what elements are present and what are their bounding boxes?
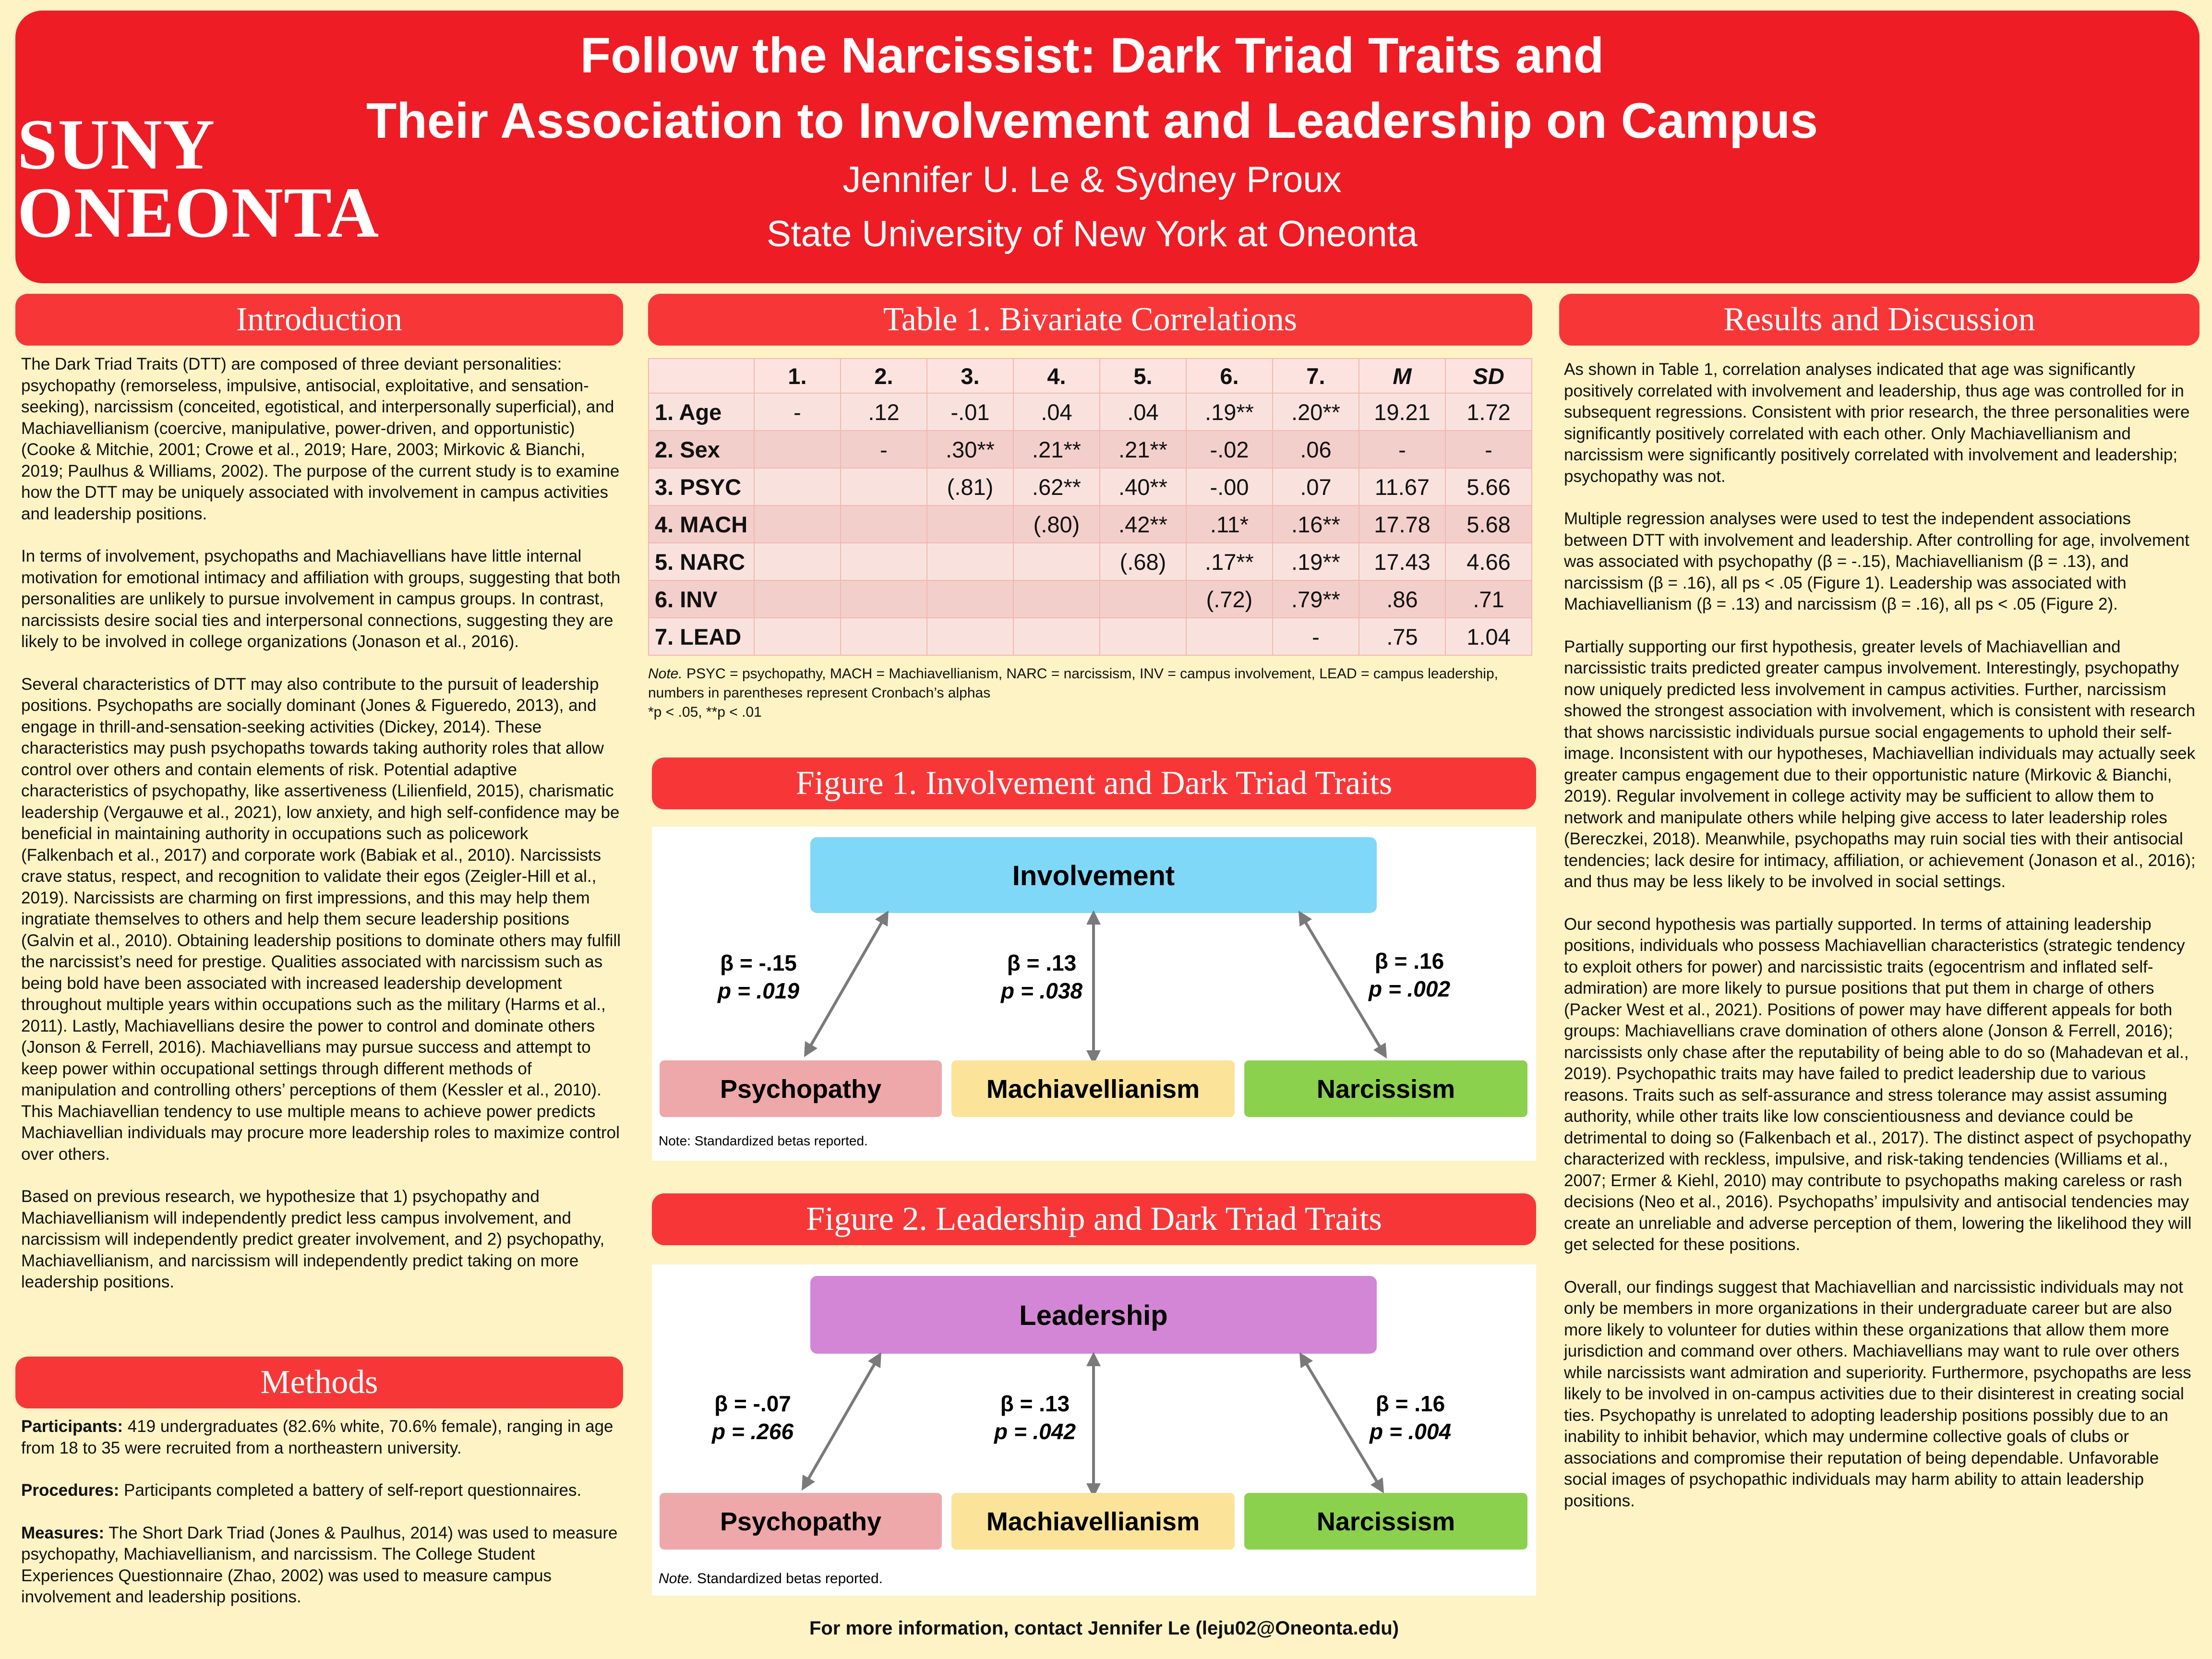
logo-line-1: SUNY	[17, 105, 216, 184]
figure2-heading: Figure 2. Leadership and Dark Triad Traits	[652, 1193, 1536, 1245]
table-cell	[927, 580, 1013, 618]
title-line-2: Their Association to Involvement and Leadership on Campus	[366, 93, 1818, 149]
fig1-p-narcissism: p = .002	[1368, 976, 1451, 1001]
table-cell: .16**	[1273, 505, 1359, 543]
table-cell	[754, 468, 841, 505]
table-row-label: 3. PSYC	[649, 468, 754, 505]
table-cell	[841, 543, 927, 580]
authors: Jennifer U. Le & Sydney Proux	[842, 159, 1342, 200]
procedures-text: Participants completed a battery of self-report questionnaires.	[119, 1481, 582, 1500]
table-header-cell: 2.	[841, 359, 927, 393]
table-header-cell: 6.	[1186, 359, 1273, 393]
table-cell: .86	[1359, 580, 1445, 618]
intro-paragraph-4: Based on previous research, we hypothesize that 1) psychopathy and Machiavellianism will independently predict less campus involvement, and narcissism will independently predict greater involvement, and 2) psychopathy, Machiavellianism, and narcissism will independently predict taking on more leadership positions.	[21, 1187, 605, 1291]
contact-footer: For more information, contact Jennifer Le (leju02@Oneonta.edu)	[809, 1618, 1399, 1639]
table-cell: .19**	[1273, 543, 1359, 580]
table-cell: .04	[1100, 393, 1186, 431]
machiavellianism-label: Machiavellianism	[986, 1075, 1200, 1104]
methods-body	[21, 1416, 621, 1629]
table-row-label: 2. Sex	[649, 431, 754, 468]
table-cell: -	[1273, 618, 1359, 655]
table-cell: (.72)	[1186, 580, 1273, 618]
table-row-label: 1. Age	[649, 393, 754, 431]
figure2-diagram	[652, 1264, 1536, 1596]
figure2-panel	[652, 1264, 1536, 1596]
table-cell: 4.66	[1445, 543, 1532, 580]
figure2-note-text: Standardized betas reported.	[693, 1571, 883, 1587]
title-line-1: Follow the Narcissist: Dark Triad Traits and	[580, 28, 1604, 84]
intro-paragraph-1: The Dark Triad Traits (DTT) are composed of three deviant personalities: psychopathy (remorseless, impulsive, antisocial, exploitative, and sensation-seeking), narcissism (conceited, egotistical, and interpersonally superficial), and Machiavellianism (coercive, manipulative, power-driven, and opportunistic) (Cooke & Mitchie, 2001; Crowe et al., 2019; Hare, 2003; Mirkovic & Bianchi, 2019; Paulhus & Williams, 2002). The purpose of the current study is to examine how the DTT may be uniquely associated with involvement in campus activities and leadership positions.	[21, 355, 620, 523]
fig2-beta-machiavellianism: β = .13	[1000, 1391, 1070, 1416]
table1-note	[648, 664, 1532, 703]
table-cell: 5.68	[1445, 505, 1532, 543]
table-cell: 1.04	[1445, 618, 1532, 655]
participants-label: Participants:	[21, 1417, 123, 1436]
machiavellianism-label: Machiavellianism	[986, 1507, 1200, 1536]
table-cell: -	[754, 393, 841, 431]
involvement-label: Involvement	[1012, 860, 1175, 891]
table-cell	[1013, 580, 1100, 618]
results-paragraph-2: Multiple regression analyses were used to test the independent associations between DTT with involvement and leadership. After controlling for age, involvement was associated with psychopathy (β = -.15), Machiavellianism (β = .13), and narcissism (β = .16), all ps < .05 (Figure 1). Leadership was associated with Machiavellianism (β = .13) and narcissism (β = .16), all ps < .05 (Figure 2).	[1564, 509, 2189, 613]
table-cell: .06	[1273, 431, 1359, 468]
table-cell: .79**	[1273, 580, 1359, 618]
table-header-cell: 4.	[1013, 359, 1100, 393]
table-cell: .07	[1273, 468, 1359, 505]
table-cell	[1013, 543, 1100, 580]
figure1-heading: Figure 1. Involvement and Dark Triad Traits	[652, 757, 1536, 809]
methods-heading: Methods	[15, 1357, 623, 1408]
results-body	[1564, 359, 2197, 1533]
fig1-p-machiavellianism: p = .038	[1000, 978, 1083, 1003]
table-cell	[927, 505, 1013, 543]
table-cell	[841, 468, 927, 505]
leadership-label: Leadership	[1019, 1300, 1168, 1331]
psychopathy-label: Psychopathy	[720, 1075, 882, 1104]
fig2-p-machiavellianism: p = .042	[994, 1419, 1076, 1444]
methods-participants	[21, 1416, 621, 1459]
figure2-note	[659, 1571, 883, 1587]
machiavellianism-box	[951, 1493, 1235, 1550]
table-header-cell: M	[1359, 359, 1445, 393]
table-header-cell: SD	[1445, 359, 1532, 393]
table-cell	[927, 543, 1013, 580]
poster-title	[288, 23, 1896, 154]
table-cell: .71	[1445, 580, 1532, 618]
table-cell	[1100, 618, 1186, 655]
table-cell	[841, 505, 927, 543]
table-header-cell	[649, 359, 754, 393]
table1-note-label: Note.	[648, 666, 683, 682]
table-cell: -	[841, 431, 927, 468]
table-cell	[927, 618, 1013, 655]
table1-note-text: PSYC = psychopathy, MACH = Machiavellianism, NARC = narcissism, INV = campus involvement, LEAD = campus leadership, numbers in parentheses represent Cronbach’s alphas	[648, 666, 1498, 701]
narcissism-box	[1244, 1493, 1527, 1550]
fig1-beta-narcissism: β = .16	[1374, 949, 1444, 974]
double-headed-arrow-icon	[805, 913, 887, 1055]
table-row	[649, 543, 1532, 580]
figure1-panel	[652, 827, 1536, 1161]
table-cell	[1186, 618, 1273, 655]
table-cell: .75	[1359, 618, 1445, 655]
results-paragraph-1: As shown in Table 1, correlation analyses indicated that age was significantly positively correlated with involvement and leadership, thus age was controlled for in subsequent regressions. Consistent with prior research, the three personalities were significantly positively correlated with each other. Only Machiavellianism and narcissism were significantly positively correlated with involvement and leadership; psychopathy was not.	[1564, 360, 2190, 486]
fig1-beta-machiavellianism: β = .13	[1007, 950, 1077, 975]
table1-heading: Table 1. Bivariate Correlations	[648, 294, 1532, 346]
measures-label: Measures:	[21, 1523, 105, 1542]
fig1-beta-psychopathy: β = -.15	[720, 950, 797, 975]
table-cell: .11*	[1186, 505, 1273, 543]
introduction-heading: Introduction	[15, 294, 623, 346]
double-headed-arrow-icon	[803, 1355, 880, 1488]
table-cell: -.01	[927, 393, 1013, 431]
figure1-diagram	[652, 827, 1536, 1161]
table-cell	[754, 543, 841, 580]
table-cell: .30**	[927, 431, 1013, 468]
table-cell: 19.21	[1359, 393, 1445, 431]
table-cell: .21**	[1100, 431, 1186, 468]
table-cell: 11.67	[1359, 468, 1445, 505]
results-paragraph-4: Our second hypothesis was partially supported. In terms of attaining leadership positions, individuals who possess Machiavellian characteristics (strategic tendency to exploit others for power) and narcissistic traits (egocentrism and inflated self-admiration) are more likely to pursue positions that put them in charge of others (Packer West et al., 2021). Positions of power may have different appeals for both groups: Machiavellians crave domination of others alone (Jonson & Ferrell, 2016); narcissists only chase after the reputability of being able to do so (Mahadevan et al., 2019). Psychopathic traits may have failed to predict leadership due to various reasons. Traits such as self-assurance and stress tolerance may assist assuming authority, while other traits like low conscientiousness and deviance could be detrimental to doing so (Falkenbach et al., 2017). The distinct aspect of psychopathy characterized with reckless, impulsive, and risk-taking tendencies (Williams et al., 2007; Ermer & Kiehl, 2010) may contribute to psychopaths making careless or rash decisions (Neo et al., 2016). Psychopaths’ impulsivity and antisocial tendencies may create an unreliable and adverse perception of them, lowering the likelihood they will get selected for these positions.	[1564, 914, 2192, 1254]
machiavellianism-box	[951, 1060, 1235, 1117]
table-cell: .62**	[1013, 468, 1100, 505]
table-cell: 5.66	[1445, 468, 1532, 505]
table-header-cell: 7.	[1273, 359, 1359, 393]
table-cell: .21**	[1013, 431, 1100, 468]
results-paragraph-5: Overall, our findings suggest that Machiavellian and narcissistic individuals may not only be members in more organizations in their undergraduate career but are also more likely to volunteer for duties within these organizations that allow them more jurisdiction and command over others. Machiavellians may want to rule over others while narcissists want admiration and superiority. Furthermore, psychopaths are less likely to be involved in on-campus activities due to their disinterest in creating social ties. Psychopathy is unrelated to adopting leadership positions possibly due to an inability to inhibit behavior, which may undermine collective goals of clubs or associations and compromise their reputation of being dependable. Unfavorable social images of psychopathic individuals may harm ability to attain leadership positions.	[1564, 1277, 2191, 1510]
results-heading: Results and Discussion	[1559, 294, 2200, 346]
table-row	[649, 431, 1532, 468]
table-row	[649, 580, 1532, 618]
results-paragraph-3: Partially supporting our first hypothesis, greater levels of Machiavellian and narcissistic traits predicted greater campus involvement. Interestingly, psychopathy now uniquely predicted less involvement in campus activities. Further, narcissism showed the strongest association with involvement, which is consistent with research that shows narcissistic individuals pursue social engagements to uphold their self-image. Inconsistent with our hypotheses, Machiavellian individuals may actually seek greater campus engagement due to their opportunistic nature (Mirkovic & Bianchi, 2019). Regular involvement in college activity may be sufficient to allow them to network and manipulate others while helping give access to later leadership roles (Bereczkei, 2018). Meanwhile, psychopaths may ruin social ties with their antisocial tendencies; lack desire for intimacy, affiliation, or achievement (Jonason et al., 2016); and thus may be less likely to be involved in social settings.	[1564, 637, 2196, 891]
table-cell	[1013, 618, 1100, 655]
psychopathy-box	[660, 1060, 942, 1117]
table-cell	[841, 580, 927, 618]
procedures-label: Procedures:	[21, 1481, 120, 1500]
narcissism-box	[1244, 1060, 1527, 1117]
table-header-cell: 1.	[754, 359, 841, 393]
fig2-p-psychopathy: p = .266	[711, 1419, 794, 1444]
table-cell	[1100, 580, 1186, 618]
table-cell: -	[1359, 431, 1445, 468]
table1-sig-note: *p < .05, **p < .01	[648, 704, 762, 720]
table-cell: (.68)	[1100, 543, 1186, 580]
table-row-label: 7. LEAD	[649, 618, 754, 655]
table-cell	[754, 580, 841, 618]
intro-paragraph-2: In terms of involvement, psychopaths and Machiavellians have little internal motivation for emotional intimacy and affiliation with groups, suggesting that both personalities are unlikely to pursue involvement in campus groups. In contrast, narcissists desire social ties and interpersonal connections, suggesting they are likely to be involved in college organizations (Jonason et al., 2016).	[21, 547, 621, 651]
table-cell: -.02	[1186, 431, 1273, 468]
table-cell: 17.78	[1359, 505, 1445, 543]
table-cell: .20**	[1273, 393, 1359, 431]
table-cell	[841, 618, 927, 655]
methods-measures	[21, 1523, 621, 1608]
involvement-box	[810, 837, 1377, 913]
psychopathy-label: Psychopathy	[720, 1507, 882, 1536]
table-cell: 1.72	[1445, 393, 1532, 431]
table-cell: .17**	[1186, 543, 1273, 580]
table-header-cell: 5.	[1100, 359, 1186, 393]
table-cell: -	[1445, 431, 1532, 468]
table-row	[649, 505, 1532, 543]
table-header-cell: 3.	[927, 359, 1013, 393]
fig2-p-narcissism: p = .004	[1369, 1419, 1452, 1444]
table1-container	[648, 358, 1532, 722]
narcissism-label: Narcissism	[1316, 1507, 1455, 1536]
table-cell: (.80)	[1013, 505, 1100, 543]
intro-paragraph-3: Several characteristics of DTT may also contribute to the pursuit of leadership positions. Psychopaths are socially dominant (Jones & Figueredo, 2013), and engage in thrill-and-sensation-seeking activities (Dickey, 2014). These characteristics may push psychopaths towards taking authority roles that allow control over others and contain elements of risk. Potential adaptive characteristics of psychopathy, like assertiveness (Lilienfield, 2015), charismatic leadership (Vergauwe et al., 2021), low anxiety, and high self-confidence may be beneficial in maintaining authority in occupations such as policework (Falkenbach et al., 2017) and corporate work (Babiak et al., 2010). Narcissists crave status, respect, and recognition to validate their egos (Zeigler-Hill et al., 2019). Narcissists are charming on first impressions, and this may help them ingratiate themselves to others and help them secure leadership positions (Galvin et al., 2010). Obtaining leadership positions to dominate others may fulfill the narcissist’s need for prestige. Qualities associated with narcissism such as being bold have been associated with increased leadership development throughout multiple years within occupations such as the military (Harms et al., 2011). Lastly, Machiavellians desire the power to control and dominate others (Jonson & Ferrell, 2016). Machiavellians may pursue success and attempt to keep power within occupational settings through different methods of manipulation and controlling others’ perceptions of them (Kessler et al., 2010). This Machiavellian tendency to use multiple means to achieve power predicts Machiavellian individuals may procure more leadership roles to maximize control over others.	[21, 674, 621, 1164]
table-cell: (.81)	[927, 468, 1013, 505]
table-cell: -.00	[1186, 468, 1273, 505]
figure1-note: Note: Standardized betas reported.	[659, 1133, 868, 1148]
figure2-note-label: Note.	[659, 1571, 693, 1587]
measures-text: The Short Dark Triad (Jones & Paulhus, 2014) was used to measure psychopathy, Machiavellianism, and narcissism. The College Student Experiences Questionnaire (Zhao, 2002) was used to measure campus involvement and leadership positions.	[21, 1523, 618, 1606]
table-cell	[754, 618, 841, 655]
table-cell: .19**	[1186, 393, 1273, 431]
table-cell	[754, 505, 841, 543]
table-cell: .40**	[1100, 468, 1186, 505]
table-row-label: 4. MACH	[649, 505, 754, 543]
correlation-table	[648, 358, 1532, 656]
methods-procedures	[21, 1480, 621, 1502]
leadership-box	[810, 1276, 1377, 1354]
table-cell	[754, 431, 841, 468]
table-cell: 17.43	[1359, 543, 1445, 580]
table-row-label: 5. NARC	[649, 543, 754, 580]
introduction-body	[21, 354, 621, 1314]
fig2-beta-narcissism: β = .16	[1375, 1391, 1445, 1416]
logo-line-2: ONEONTA	[17, 173, 380, 252]
affiliation: State University of New York at Oneonta	[766, 214, 1418, 254]
narcissism-label: Narcissism	[1316, 1075, 1455, 1104]
participants-text: 419 undergraduates (82.6% white, 70.6% female), ranging in age from 18 to 35 were recruited from a northeastern university.	[21, 1417, 613, 1457]
table-row-label: 6. INV	[649, 580, 754, 618]
table-cell: .04	[1013, 393, 1100, 431]
table-row	[649, 468, 1532, 505]
table-cell: .42**	[1100, 505, 1186, 543]
fig2-beta-psychopathy: β = -.07	[714, 1391, 791, 1416]
table-header-row	[649, 359, 1532, 393]
table-row	[649, 618, 1532, 655]
psychopathy-box	[660, 1493, 942, 1550]
table-cell: .12	[841, 393, 927, 431]
table-row	[649, 393, 1532, 431]
fig1-p-psychopathy: p = .019	[717, 978, 800, 1003]
